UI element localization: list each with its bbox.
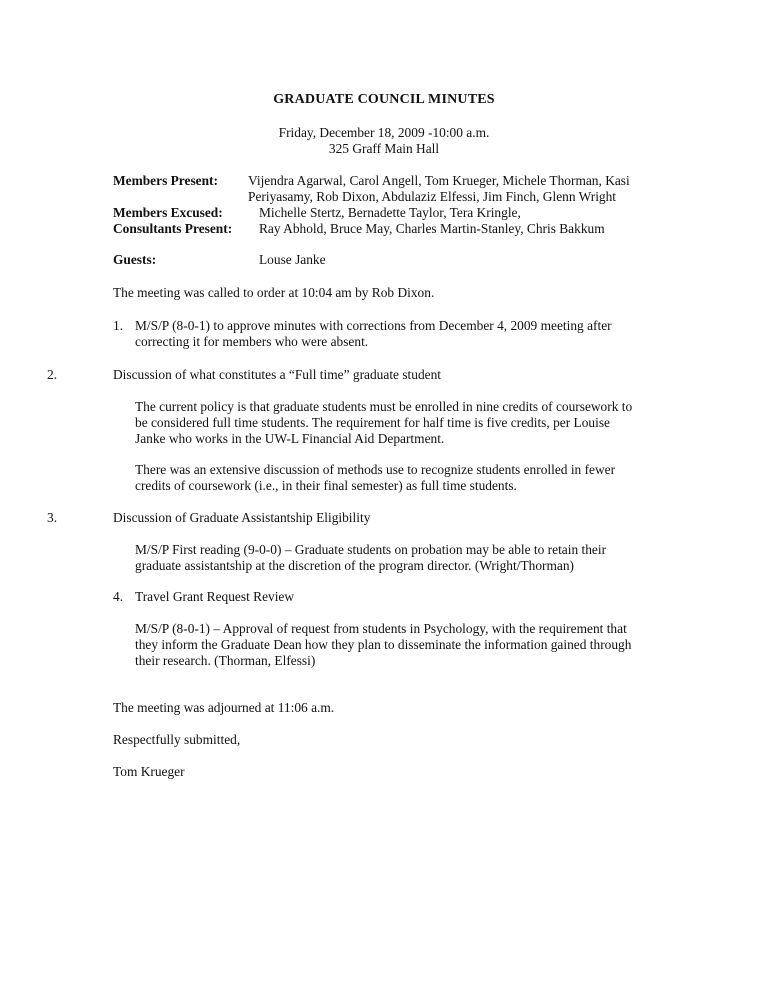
item-text-line: The current policy is that graduate students must be enrolled in nine credits of coursework to (135, 399, 633, 414)
item-text-line: M/S/P (8-0-1) – Approval of request from students in Psychology, with the requirement that (135, 621, 627, 636)
members-excused-names: Michelle Stertz, Bernadette Taylor, Tera Kringle, (259, 205, 521, 220)
consultants-present-label: Consultants Present: (113, 221, 233, 236)
item-text-line: their research. (Thorman, Elfessi) (135, 653, 316, 668)
item-heading: Discussion of Graduate Assistantship Eligibility (113, 510, 371, 525)
signature: Tom Krueger (113, 764, 185, 779)
call-to-order: The meeting was called to order at 10:04 am by Rob Dixon. (113, 285, 435, 300)
item-number: 4. (113, 589, 124, 604)
adjournment: The meeting was adjourned at 11:06 a.m. (113, 700, 335, 715)
members-present-names-2: Periyasamy, Rob Dixon, Abdulaziz Elfessi, Jim Finch, Glenn Wright (248, 189, 617, 204)
item-text-line: correcting it for members who were absent. (135, 334, 369, 349)
item-number: 2. (47, 367, 58, 382)
members-excused-label: Members Excused: (113, 205, 223, 220)
item-text-line: they inform the Graduate Dean how they plan to disseminate the information gained through (135, 637, 632, 652)
guests-label: Guests: (113, 252, 157, 267)
item-text-line: Janke who works in the UW-L Financial Aid Department. (135, 431, 445, 446)
consultants-present-names: Ray Abhold, Bruce May, Charles Martin-Stanley, Chris Bakkum (259, 221, 605, 236)
item-number: 3. (47, 510, 58, 525)
members-present-names-1: Vijendra Agarwal, Carol Angell, Tom Krueger, Michele Thorman, Kasi (248, 173, 630, 188)
closing: Respectfully submitted, (113, 732, 241, 747)
item-text-line: be considered full time students. The requirement for half time is five credits, per Louise (135, 415, 610, 430)
item-heading: Discussion of what constitutes a “Full time” graduate student (113, 367, 442, 382)
item-text-line: There was an extensive discussion of methods use to recognize students enrolled in fewer (135, 462, 616, 477)
item-text-line: M/S/P (8-0-1) to approve minutes with corrections from December 4, 2009 meeting after (135, 318, 612, 333)
item-text-line: graduate assistantship at the discretion of the program director. (Wright/Thorman) (135, 558, 574, 573)
document-title: GRADUATE COUNCIL MINUTES (273, 92, 495, 107)
item-text-line: credits of coursework (i.e., in their final semester) as full time students. (135, 478, 517, 493)
guests-names: Louse Janke (259, 252, 326, 267)
item-heading: Travel Grant Request Review (135, 589, 295, 604)
meeting-date: Friday, December 18, 2009 -10:00 a.m. (278, 125, 490, 140)
item-number: 1. (113, 318, 124, 333)
item-text-line: M/S/P First reading (9-0-0) – Graduate students on probation may be able to retain their (135, 542, 607, 557)
members-present-label: Members Present: (113, 173, 218, 188)
meeting-location: 325 Graff Main Hall (328, 141, 440, 156)
